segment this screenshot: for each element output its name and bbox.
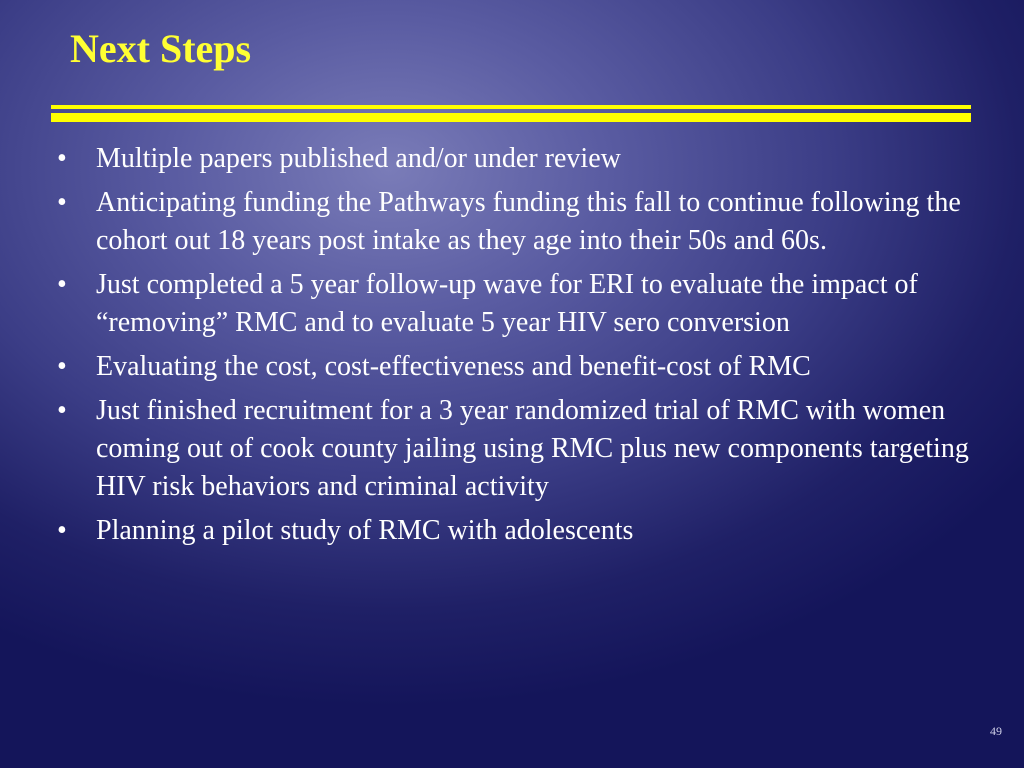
- bullet-list: [57, 140, 977, 556]
- bullet-item: [57, 266, 977, 342]
- bullet-item: [57, 512, 977, 550]
- bullet-item: [57, 140, 977, 178]
- bullet-item: [57, 184, 977, 260]
- bullet-marker: •: [57, 515, 67, 546]
- title-divider-thin: [51, 105, 971, 109]
- bullet-text: Just finished recruitment for a 3 year randomized trial of RMC with women coming out of cook county jailing using RMC plus new components targeting HIV risk behaviors and criminal activity: [96, 395, 969, 502]
- bullet-marker: •: [57, 143, 67, 174]
- bullet-item: [57, 392, 977, 506]
- slide-title: Next Steps: [70, 26, 252, 71]
- bullet-text: Planning a pilot study of RMC with adolescents: [96, 515, 634, 546]
- bullet-marker: •: [57, 187, 67, 218]
- bullet-marker: •: [57, 395, 67, 426]
- bullet-text: Multiple papers published and/or under review: [96, 143, 621, 174]
- bullet-marker: •: [57, 269, 67, 300]
- slide-number: 49: [990, 724, 1002, 738]
- bullet-text: Anticipating funding the Pathways funding this fall to continue following the cohort out 18 years post intake as they age into their 50s and 60s.: [96, 187, 961, 256]
- bullet-text: Just completed a 5 year follow-up wave for ERI to evaluate the impact of “removing” RMC and to evaluate 5 year HIV sero conversion: [96, 269, 918, 338]
- bullet-marker: •: [57, 351, 67, 382]
- title-divider-thick: [51, 113, 971, 122]
- bullet-text: Evaluating the cost, cost-effectiveness and benefit-cost of RMC: [96, 351, 811, 382]
- bullet-item: [57, 348, 977, 386]
